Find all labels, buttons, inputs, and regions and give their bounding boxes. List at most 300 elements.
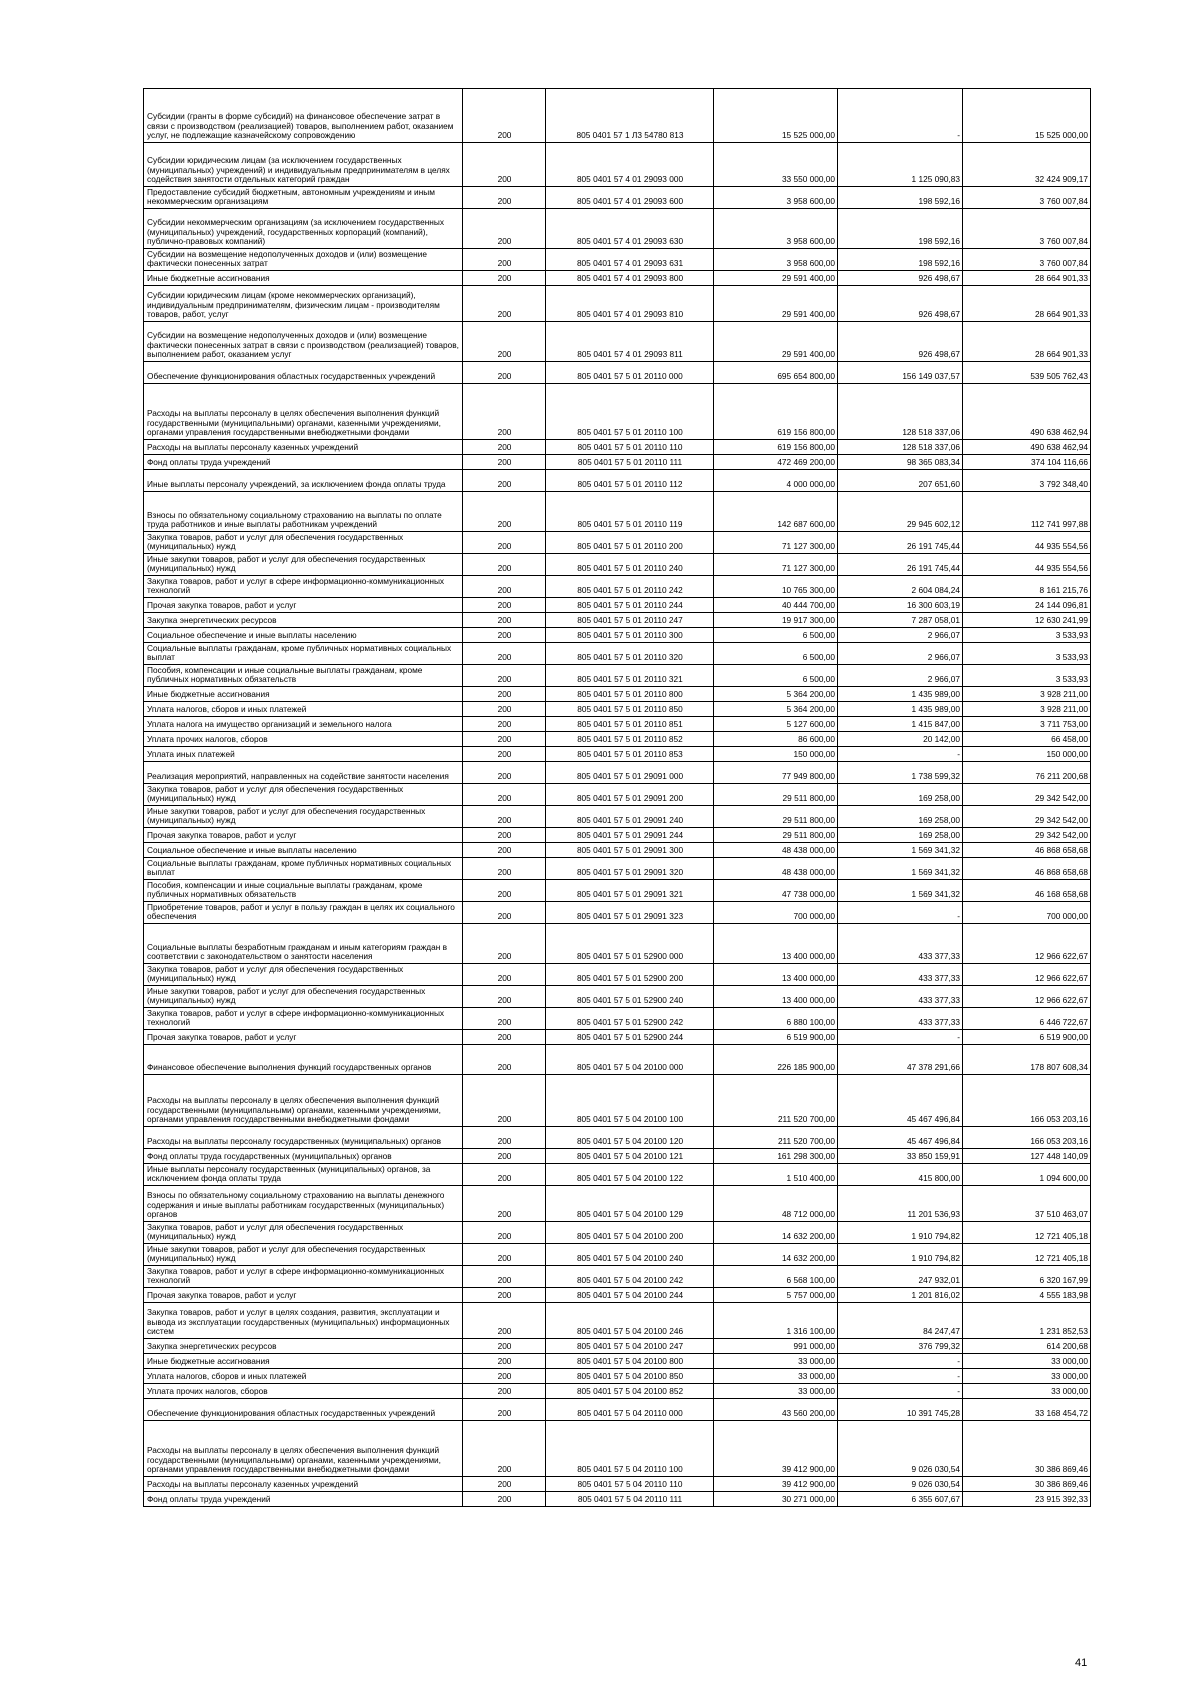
row-remaining-amount: 4 555 183,98 [963,1288,1091,1303]
table-row [144,455,1091,470]
row-executed-amount: 433 377,33 [838,964,963,986]
row-executed-amount: 26 191 745,44 [838,554,963,576]
row-name: Фонд оплаты труда учреждений [144,1492,463,1507]
row-budget-code: 805 0401 57 5 04 20110 110 [546,1477,714,1492]
row-line-code: 200 [463,187,546,209]
row-name: Социальные выплаты гражданам, кроме публичных нормативных социальных выплат [144,858,463,880]
row-line-code: 200 [463,1127,546,1149]
row-line-code: 200 [463,271,546,286]
row-remaining-amount: 15 525 000,00 [963,89,1091,143]
row-approved-amount: 39 412 900,00 [714,1477,838,1492]
row-line-code: 200 [463,717,546,732]
row-executed-amount: 169 258,00 [838,828,963,843]
row-remaining-amount: 539 505 762,43 [963,362,1091,384]
row-executed-amount: 198 592,16 [838,209,963,249]
table-row [144,964,1091,986]
row-executed-amount: 1 201 816,02 [838,1288,963,1303]
row-approved-amount: 29 591 400,00 [714,271,838,286]
row-remaining-amount: 3 928 211,00 [963,702,1091,717]
row-name: Взносы по обязательному социальному страхованию на выплаты денежного содержания и иные выплаты работникам государственных (муниципальных) органов [144,1186,463,1222]
row-budget-code: 805 0401 57 5 01 20110 000 [546,362,714,384]
row-budget-code: 805 0401 57 4 01 29093 600 [546,187,714,209]
table-row [144,828,1091,843]
row-executed-amount: 29 945 602,12 [838,492,963,532]
row-line-code: 200 [463,1303,546,1339]
row-budget-code: 805 0401 57 5 01 20110 320 [546,643,714,665]
row-remaining-amount: 6 446 722,67 [963,1008,1091,1030]
row-remaining-amount: 44 935 554,56 [963,532,1091,554]
row-budget-code: 805 0401 57 5 04 20100 240 [546,1244,714,1266]
table-row [144,1492,1091,1507]
row-approved-amount: 150 000,00 [714,747,838,762]
table-row [144,492,1091,532]
row-line-code: 200 [463,1492,546,1507]
row-approved-amount: 13 400 000,00 [714,964,838,986]
row-approved-amount: 472 469 200,00 [714,455,838,470]
row-approved-amount: 6 519 900,00 [714,1030,838,1045]
row-remaining-amount: 30 386 869,46 [963,1477,1091,1492]
budget-execution-table [143,88,1091,1507]
row-name: Расходы на выплаты персоналу государственных (муниципальных) органов [144,1127,463,1149]
row-remaining-amount: 1 094 600,00 [963,1164,1091,1186]
row-name: Фонд оплаты труда государственных (муниципальных) органов [144,1149,463,1164]
row-approved-amount: 5 364 200,00 [714,702,838,717]
row-approved-amount: 43 560 200,00 [714,1399,838,1421]
row-approved-amount: 40 444 700,00 [714,598,838,613]
row-budget-code: 805 0401 57 4 01 29093 000 [546,143,714,187]
row-approved-amount: 6 500,00 [714,643,838,665]
row-approved-amount: 29 591 400,00 [714,322,838,362]
row-approved-amount: 30 271 000,00 [714,1492,838,1507]
row-executed-amount: - [838,1384,963,1399]
row-line-code: 200 [463,455,546,470]
row-approved-amount: 991 000,00 [714,1339,838,1354]
row-line-code: 200 [463,554,546,576]
row-remaining-amount: 33 000,00 [963,1369,1091,1384]
row-budget-code: 805 0401 57 4 01 29093 810 [546,286,714,322]
table-row [144,209,1091,249]
row-budget-code: 805 0401 57 4 01 29093 631 [546,249,714,271]
table-row [144,665,1091,687]
row-remaining-amount: 166 053 203,16 [963,1127,1091,1149]
row-budget-code: 805 0401 57 5 01 29091 244 [546,828,714,843]
row-approved-amount: 71 127 300,00 [714,554,838,576]
row-executed-amount: 169 258,00 [838,806,963,828]
row-approved-amount: 47 738 000,00 [714,880,838,902]
row-budget-code: 805 0401 57 5 01 20110 851 [546,717,714,732]
row-executed-amount: 9 026 030,54 [838,1477,963,1492]
row-approved-amount: 29 511 800,00 [714,828,838,843]
row-remaining-amount: 166 053 203,16 [963,1075,1091,1127]
row-budget-code: 805 0401 57 1 Л3 54780 813 [546,89,714,143]
row-approved-amount: 29 511 800,00 [714,784,838,806]
row-remaining-amount: 44 935 554,56 [963,554,1091,576]
row-line-code: 200 [463,143,546,187]
table-row [144,858,1091,880]
row-line-code: 200 [463,613,546,628]
row-executed-amount: 1 415 847,00 [838,717,963,732]
row-approved-amount: 6 500,00 [714,665,838,687]
row-remaining-amount: 12 721 405,18 [963,1244,1091,1266]
row-name: Закупка товаров, работ и услуг в сфере информационно-коммуникационных технологий [144,576,463,598]
row-budget-code: 805 0401 57 5 01 20110 119 [546,492,714,532]
row-name: Закупка товаров, работ и услуг в целях создания, развития, эксплуатации и вывода из эксплуатации государственных (муниципальных) информационных систем [144,1303,463,1339]
table-row [144,554,1091,576]
row-executed-amount: 2 966,07 [838,643,963,665]
row-budget-code: 805 0401 57 5 01 20110 100 [546,384,714,440]
row-name: Прочая закупка товаров, работ и услуг [144,1288,463,1303]
row-remaining-amount: 490 638 462,94 [963,440,1091,455]
row-remaining-amount: 24 144 096,81 [963,598,1091,613]
row-line-code: 200 [463,902,546,924]
row-executed-amount: 156 149 037,57 [838,362,963,384]
table-row [144,1339,1091,1354]
row-line-code: 200 [463,1222,546,1244]
table-row [144,576,1091,598]
row-approved-amount: 1 510 400,00 [714,1164,838,1186]
row-name: Закупка энергетических ресурсов [144,613,463,628]
row-name: Пособия, компенсации и иные социальные выплаты гражданам, кроме публичных нормативных обязательств [144,880,463,902]
row-executed-amount: 16 300 603,19 [838,598,963,613]
row-line-code: 200 [463,1399,546,1421]
row-budget-code: 805 0401 57 5 01 20110 321 [546,665,714,687]
row-remaining-amount: 28 664 901,33 [963,286,1091,322]
row-budget-code: 805 0401 57 5 01 20110 112 [546,470,714,492]
row-approved-amount: 48 712 000,00 [714,1186,838,1222]
table-row [144,1045,1091,1075]
row-approved-amount: 226 185 900,00 [714,1045,838,1075]
row-executed-amount: 207 651,60 [838,470,963,492]
row-remaining-amount: 1 231 852,53 [963,1303,1091,1339]
row-line-code: 200 [463,532,546,554]
row-budget-code: 805 0401 57 4 01 29093 800 [546,271,714,286]
row-approved-amount: 71 127 300,00 [714,532,838,554]
row-name: Уплата налогов, сборов и иных платежей [144,1369,463,1384]
row-approved-amount: 13 400 000,00 [714,986,838,1008]
row-executed-amount: 10 391 745,28 [838,1399,963,1421]
row-name: Реализация мероприятий, направленных на содействие занятости населения [144,762,463,784]
row-name: Уплата прочих налогов, сборов [144,1384,463,1399]
table-row [144,762,1091,784]
row-name: Иные закупки товаров, работ и услуг для обеспечения государственных (муниципальных) нужд [144,1244,463,1266]
row-line-code: 200 [463,1008,546,1030]
row-remaining-amount: 8 161 215,76 [963,576,1091,598]
row-name: Субсидии на возмещение недополученных доходов и (или) возмещение фактически понесенных затрат в связи с производством (реализацией) товаров, выполнением работ, оказанием услуг [144,322,463,362]
row-line-code: 200 [463,598,546,613]
row-approved-amount: 1 316 100,00 [714,1303,838,1339]
row-name: Уплата налога на имущество организаций и земельного налога [144,717,463,732]
row-name: Обеспечение функционирования областных государственных учреждений [144,362,463,384]
table-row [144,784,1091,806]
row-remaining-amount: 66 458,00 [963,732,1091,747]
row-executed-amount: 2 966,07 [838,628,963,643]
table-row [144,702,1091,717]
row-executed-amount: 1 435 989,00 [838,687,963,702]
table-row [144,384,1091,440]
row-line-code: 200 [463,89,546,143]
row-name: Социальные выплаты безработным гражданам и иным категориям граждан в соответствии с законодательством о занятости населения [144,924,463,964]
row-line-code: 200 [463,762,546,784]
table-row [144,643,1091,665]
row-budget-code: 805 0401 57 5 04 20100 242 [546,1266,714,1288]
table-row [144,806,1091,828]
table-row [144,1477,1091,1492]
row-line-code: 200 [463,784,546,806]
row-remaining-amount: 3 792 348,40 [963,470,1091,492]
row-remaining-amount: 614 200,68 [963,1339,1091,1354]
table-row [144,89,1091,143]
row-name: Расходы на выплаты персоналу казенных учреждений [144,440,463,455]
row-name: Иные закупки товаров, работ и услуг для обеспечения государственных (муниципальных) нужд [144,806,463,828]
row-line-code: 200 [463,1354,546,1369]
row-line-code: 200 [463,1186,546,1222]
row-line-code: 200 [463,1369,546,1384]
row-executed-amount: 45 467 496,84 [838,1127,963,1149]
table-row [144,1399,1091,1421]
row-budget-code: 805 0401 57 5 04 20100 122 [546,1164,714,1186]
row-remaining-amount: 6 519 900,00 [963,1030,1091,1045]
row-budget-code: 805 0401 57 5 01 29091 320 [546,858,714,880]
row-approved-amount: 211 520 700,00 [714,1075,838,1127]
table-row [144,440,1091,455]
row-remaining-amount: 12 721 405,18 [963,1222,1091,1244]
row-name: Субсидии на возмещение недополученных доходов и (или) возмещение фактически понесенных затрат [144,249,463,271]
row-approved-amount: 5 757 000,00 [714,1288,838,1303]
row-approved-amount: 10 765 300,00 [714,576,838,598]
row-name: Социальное обеспечение и иные выплаты населению [144,628,463,643]
row-budget-code: 805 0401 57 5 04 20100 244 [546,1288,714,1303]
row-line-code: 200 [463,732,546,747]
row-executed-amount: 128 518 337,06 [838,440,963,455]
row-budget-code: 805 0401 57 5 01 52900 242 [546,1008,714,1030]
row-approved-amount: 161 298 300,00 [714,1149,838,1164]
table-row [144,1075,1091,1127]
row-remaining-amount: 3 711 753,00 [963,717,1091,732]
row-line-code: 200 [463,924,546,964]
row-name: Иные выплаты персоналу учреждений, за исключением фонда оплаты труда [144,470,463,492]
row-line-code: 200 [463,322,546,362]
row-budget-code: 805 0401 57 5 01 20110 240 [546,554,714,576]
row-line-code: 200 [463,665,546,687]
row-executed-amount: 7 287 058,01 [838,613,963,628]
row-executed-amount: - [838,902,963,924]
row-executed-amount: 433 377,33 [838,924,963,964]
row-remaining-amount: 6 320 167,99 [963,1266,1091,1288]
table-row [144,1008,1091,1030]
table-row [144,902,1091,924]
row-remaining-amount: 3 533,93 [963,643,1091,665]
row-budget-code: 805 0401 57 5 01 29091 323 [546,902,714,924]
table-row [144,986,1091,1008]
row-executed-amount: 415 800,00 [838,1164,963,1186]
table-row [144,924,1091,964]
table-row [144,187,1091,209]
row-approved-amount: 6 880 100,00 [714,1008,838,1030]
row-executed-amount: 1 435 989,00 [838,702,963,717]
table-row [144,470,1091,492]
row-executed-amount: 376 799,32 [838,1339,963,1354]
row-line-code: 200 [463,1421,546,1477]
row-name: Уплата иных платежей [144,747,463,762]
table-row [144,1354,1091,1369]
row-approved-amount: 6 568 100,00 [714,1266,838,1288]
row-executed-amount: 45 467 496,84 [838,1075,963,1127]
row-name: Предоставление субсидий бюджетным, автономным учреждениям и иным некоммерческим организациям [144,187,463,209]
table-row [144,843,1091,858]
row-approved-amount: 29 591 400,00 [714,286,838,322]
row-executed-amount: 1 910 794,82 [838,1244,963,1266]
row-remaining-amount: 374 104 116,66 [963,455,1091,470]
row-line-code: 200 [463,986,546,1008]
row-remaining-amount: 700 000,00 [963,902,1091,924]
row-remaining-amount: 46 868 658,68 [963,843,1091,858]
row-line-code: 200 [463,286,546,322]
row-line-code: 200 [463,249,546,271]
row-name: Социальное обеспечение и иные выплаты населению [144,843,463,858]
row-line-code: 200 [463,440,546,455]
row-budget-code: 805 0401 57 5 01 29091 000 [546,762,714,784]
row-executed-amount: 33 850 159,91 [838,1149,963,1164]
row-name: Иные закупки товаров, работ и услуг для обеспечения государственных (муниципальных) нужд [144,554,463,576]
row-remaining-amount: 490 638 462,94 [963,384,1091,440]
row-budget-code: 805 0401 57 5 01 29091 321 [546,880,714,902]
row-remaining-amount: 29 342 542,00 [963,784,1091,806]
row-budget-code: 805 0401 57 5 01 29091 200 [546,784,714,806]
row-executed-amount: 47 378 291,66 [838,1045,963,1075]
row-approved-amount: 619 156 800,00 [714,440,838,455]
table-row [144,880,1091,902]
row-name: Взносы по обязательному социальному страхованию на выплаты по оплате труда работников и иные выплаты работникам учреждений [144,492,463,532]
row-remaining-amount: 3 533,93 [963,665,1091,687]
row-approved-amount: 695 654 800,00 [714,362,838,384]
row-name: Фонд оплаты труда учреждений [144,455,463,470]
row-remaining-amount: 37 510 463,07 [963,1186,1091,1222]
row-name: Иные закупки товаров, работ и услуг для обеспечения государственных (муниципальных) нужд [144,986,463,1008]
table-row [144,1384,1091,1399]
row-budget-code: 805 0401 57 5 04 20100 129 [546,1186,714,1222]
row-approved-amount: 48 438 000,00 [714,843,838,858]
row-remaining-amount: 12 966 622,67 [963,986,1091,1008]
table-row [144,249,1091,271]
row-name: Расходы на выплаты персоналу в целях обеспечения выполнения функций государственными (муниципальными) органами, казенными учреждениями, органами управления государственными внебюджетными фондами [144,1421,463,1477]
row-budget-code: 805 0401 57 5 04 20100 100 [546,1075,714,1127]
row-name: Приобретение товаров, работ и услуг в пользу граждан в целях их социального обеспечения [144,902,463,924]
row-executed-amount: 1 738 599,32 [838,762,963,784]
row-line-code: 200 [463,362,546,384]
row-approved-amount: 33 000,00 [714,1384,838,1399]
row-budget-code: 805 0401 57 5 01 20110 300 [546,628,714,643]
page-number: 41 [1075,1657,1088,1669]
row-name: Иные выплаты персоналу государственных (муниципальных) органов, за исключением фонда оплаты труда [144,1164,463,1186]
row-approved-amount: 33 550 000,00 [714,143,838,187]
row-remaining-amount: 30 386 869,46 [963,1421,1091,1477]
table-row [144,1421,1091,1477]
row-name: Прочая закупка товаров, работ и услуг [144,598,463,613]
row-approved-amount: 39 412 900,00 [714,1421,838,1477]
row-budget-code: 805 0401 57 5 01 20110 110 [546,440,714,455]
row-approved-amount: 77 949 800,00 [714,762,838,784]
row-executed-amount: 1 569 341,32 [838,880,963,902]
row-remaining-amount: 12 966 622,67 [963,924,1091,964]
row-executed-amount: 2 604 084,24 [838,576,963,598]
row-budget-code: 805 0401 57 5 04 20100 852 [546,1384,714,1399]
table-row [144,598,1091,613]
table-row [144,1222,1091,1244]
row-executed-amount: 926 498,67 [838,286,963,322]
row-remaining-amount: 33 000,00 [963,1384,1091,1399]
row-approved-amount: 3 958 600,00 [714,209,838,249]
row-line-code: 200 [463,576,546,598]
row-executed-amount: 1 910 794,82 [838,1222,963,1244]
row-executed-amount: 6 355 607,67 [838,1492,963,1507]
row-budget-code: 805 0401 57 5 04 20110 111 [546,1492,714,1507]
row-line-code: 200 [463,1339,546,1354]
table-row [144,1266,1091,1288]
table-row [144,1303,1091,1339]
row-executed-amount: 9 026 030,54 [838,1421,963,1477]
row-line-code: 200 [463,858,546,880]
row-line-code: 200 [463,880,546,902]
row-approved-amount: 48 438 000,00 [714,858,838,880]
row-budget-code: 805 0401 57 5 01 20110 111 [546,455,714,470]
row-budget-code: 805 0401 57 5 04 20110 000 [546,1399,714,1421]
row-budget-code: 805 0401 57 5 01 52900 000 [546,924,714,964]
row-name: Социальные выплаты гражданам, кроме публичных нормативных социальных выплат [144,643,463,665]
row-approved-amount: 619 156 800,00 [714,384,838,440]
row-executed-amount: - [838,747,963,762]
row-budget-code: 805 0401 57 5 01 29091 240 [546,806,714,828]
table-row [144,687,1091,702]
row-budget-code: 805 0401 57 5 04 20100 200 [546,1222,714,1244]
row-approved-amount: 33 000,00 [714,1369,838,1384]
row-approved-amount: 3 958 600,00 [714,249,838,271]
row-executed-amount: 926 498,67 [838,271,963,286]
row-line-code: 200 [463,1266,546,1288]
row-budget-code: 805 0401 57 5 04 20100 247 [546,1339,714,1354]
row-approved-amount: 14 632 200,00 [714,1244,838,1266]
table-row [144,322,1091,362]
row-executed-amount: 433 377,33 [838,1008,963,1030]
row-approved-amount: 142 687 600,00 [714,492,838,532]
row-name: Субсидии некоммерческим организациям (за исключением государственных (муниципальных) учреждений, государственных корпораций (компаний), публично-правовых компаний) [144,209,463,249]
row-remaining-amount: 12 966 622,67 [963,964,1091,986]
row-line-code: 200 [463,209,546,249]
row-name: Иные бюджетные ассигнования [144,271,463,286]
row-executed-amount: 198 592,16 [838,187,963,209]
row-budget-code: 805 0401 57 5 01 20110 850 [546,702,714,717]
row-executed-amount: 198 592,16 [838,249,963,271]
row-remaining-amount: 23 915 392,33 [963,1492,1091,1507]
row-executed-amount: - [838,1354,963,1369]
row-budget-code: 805 0401 57 4 01 29093 811 [546,322,714,362]
row-remaining-amount: 33 168 454,72 [963,1399,1091,1421]
row-name: Финансовое обеспечение выполнения функций государственных органов [144,1045,463,1075]
row-name: Субсидии юридическим лицам (кроме некоммерческих организаций), индивидуальным предпринимателям, физическим лицам - производителям товаров, работ, услуг [144,286,463,322]
row-budget-code: 805 0401 57 5 01 52900 244 [546,1030,714,1045]
row-budget-code: 805 0401 57 4 01 29093 630 [546,209,714,249]
row-budget-code: 805 0401 57 5 01 20110 800 [546,687,714,702]
table-row [144,271,1091,286]
row-budget-code: 805 0401 57 5 04 20100 000 [546,1045,714,1075]
row-line-code: 200 [463,828,546,843]
table-row [144,532,1091,554]
row-line-code: 200 [463,687,546,702]
row-approved-amount: 29 511 800,00 [714,806,838,828]
row-line-code: 200 [463,1149,546,1164]
row-budget-code: 805 0401 57 5 01 52900 200 [546,964,714,986]
row-remaining-amount: 32 424 909,17 [963,143,1091,187]
table-body [144,89,1091,1507]
